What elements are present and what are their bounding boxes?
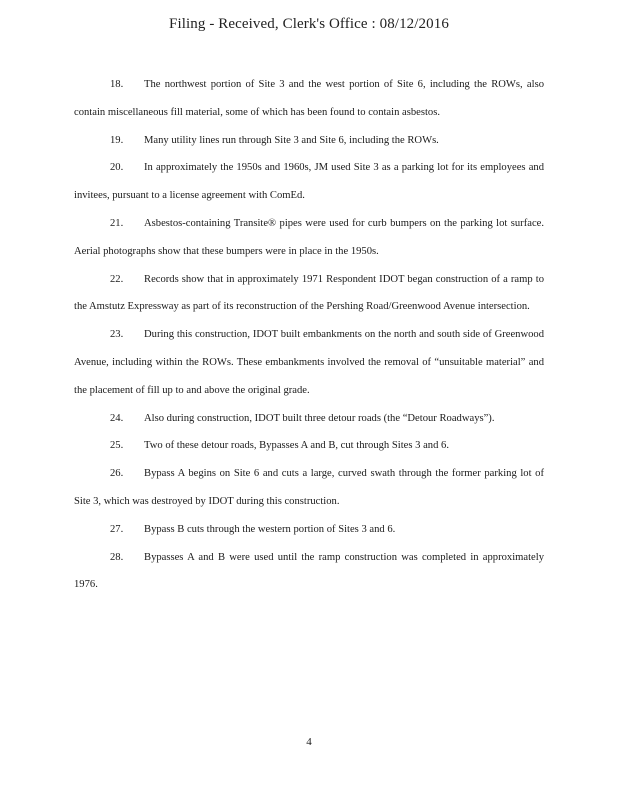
paragraph-number: 26.: [110, 468, 124, 480]
paragraph-19: [74, 127, 544, 155]
paragraph-number: 21.: [110, 217, 124, 229]
paragraph-21: [74, 210, 544, 266]
paragraph-text: The northwest portion of Site 3 and the west portion of Site 6, including the ROWs, also contain miscellaneous fill material, some of which has been found to contain asbestos.: [74, 79, 544, 118]
paragraph-27: [74, 516, 544, 544]
paragraph-28: [74, 544, 544, 600]
paragraph-number: 20.: [110, 162, 124, 174]
paragraph-23: [74, 321, 544, 404]
paragraph-text: Many utility lines run through Site 3 and Site 6, including the ROWs.: [144, 134, 439, 146]
paragraph-number: 28.: [110, 551, 124, 563]
paragraph-20: [74, 154, 544, 210]
paragraph-text: Bypass B cuts through the western portion of Sites 3 and 6.: [144, 523, 396, 535]
paragraph-text: Two of these detour roads, Bypasses A and B, cut through Sites 3 and 6.: [144, 440, 449, 452]
paragraph-24: [74, 405, 544, 433]
paragraph-25: [74, 432, 544, 460]
paragraph-number: 24.: [110, 412, 124, 424]
paragraph-number: 19.: [110, 134, 124, 146]
paragraph-26: [74, 460, 544, 516]
paragraph-text: Records show that in approximately 1971 Respondent IDOT began construction of a ramp to the Amstutz Expressway as part of its reconstruction of the Pershing Road/Greenwood Avenue intersection.: [74, 273, 544, 313]
paragraph-number: 22.: [110, 273, 124, 285]
paragraph-text: Bypasses A and B were used until the ramp construction was completed in approximately 1976.: [74, 551, 544, 591]
paragraph-number: 25.: [110, 440, 124, 452]
paragraph-text: Asbestos-containing Transite® pipes were used for curb bumpers on the parking lot surface. Aerial photographs show that these bumpers were in place in the 1950s.: [74, 217, 544, 257]
paragraph-number: 18.: [110, 79, 124, 90]
filing-stamp-header: Filing - Received, Clerk's Office : 08/12/2016: [169, 16, 449, 32]
page-number: 4: [306, 736, 312, 748]
document-body: [74, 71, 544, 599]
paragraph-number: 27.: [110, 523, 124, 535]
paragraph-number: 23.: [110, 329, 124, 341]
paragraph-text: Also during construction, IDOT built three detour roads (the “Detour Roadways”).: [144, 412, 495, 424]
paragraph-text: During this construction, IDOT built embankments on the north and south side of Greenwood Avenue, including within the ROWs. These embankments involved the removal of “unsuitable material” and the placement of fill up to and above the original grade.: [74, 329, 544, 396]
paragraph-18: [74, 71, 544, 127]
paragraph-text: Bypass A begins on Site 6 and cuts a large, curved swath through the former parking lot of Site 3, which was destroyed by IDOT during this construction.: [74, 468, 544, 507]
paragraph-text: In approximately the 1950s and 1960s, JM used Site 3 as a parking lot for its employees and invitees, pursuant to a license agreement with ComEd.: [74, 162, 544, 202]
paragraph-22: [74, 266, 544, 322]
